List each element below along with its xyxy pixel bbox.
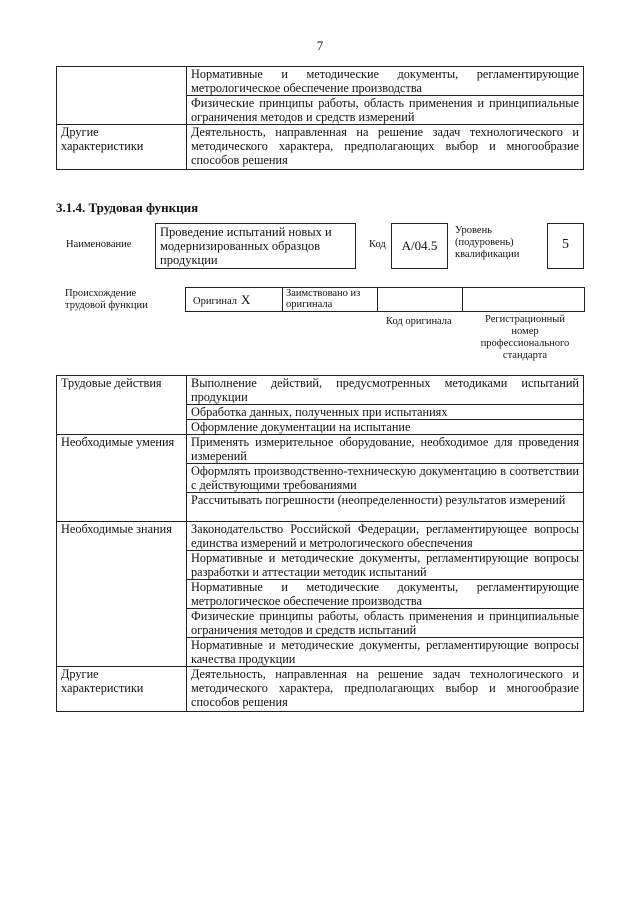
table-cell: Деятельность, направленная на решение задач технологического и методического характера, предполагающих выбор и многообразие способов решения	[187, 125, 584, 170]
table-cell: Физические принципы работы, область применения и принципиальные ограничения методов и средств измерений	[187, 96, 584, 125]
table-row	[57, 435, 584, 464]
table-row	[57, 125, 584, 170]
table-row	[57, 376, 584, 405]
table-cell: Законодательство Российской Федерации, регламентирующее вопросы единства измерений и метрологического обеспечения	[187, 522, 584, 551]
table-row	[57, 522, 584, 551]
code-value: А/04.5	[391, 223, 448, 269]
table-cell: Применять измерительное оборудование, необходимое для проведения измерений	[187, 435, 584, 464]
table-row	[57, 67, 584, 96]
table-cell: Оформлять производственно-техническую документацию в соответствии с действующими требованиями	[187, 464, 584, 493]
table-cell: Нормативные и методические документы, регламентирующие метрологическое обеспечение производства	[187, 67, 584, 96]
table-cell: Нормативные и методические документы, регламентирующие вопросы качества продукции	[187, 638, 584, 667]
table-cell: Выполнение действий, предусмотренных методиками испытаний продукции	[187, 376, 584, 405]
original-mark: X	[241, 292, 251, 307]
group-label: Другие характеристики	[57, 667, 187, 712]
row-label	[57, 67, 187, 125]
code-label: Код	[369, 239, 386, 250]
divider	[462, 287, 463, 312]
origin-label: Происхождение трудовой функции	[65, 288, 148, 311]
table-cell: Нормативные и методические документы, регламентирующие метрологическое обеспечение производства	[187, 580, 584, 609]
code-original-label: Код оригинала	[386, 316, 452, 327]
table-cell: Нормативные и методические документы, регламентирующие вопросы разработки и аттестации методик испытаний	[187, 551, 584, 580]
table-cell: Физические принципы работы, область применения и принципиальные ограничения методов и средств испытаний	[187, 609, 584, 638]
group-label: Необходимые знания	[57, 522, 187, 667]
name-label: Наименование	[66, 239, 132, 250]
reg-number-label: Регистрационный номер профессионального стандарта	[480, 314, 570, 361]
page-number: 7	[316, 38, 324, 53]
table-cell: Обработка данных, полученных при испытаниях	[187, 405, 584, 420]
level-value: 5	[547, 223, 584, 269]
level-label: Уровень (подуровень) квалификации	[455, 225, 520, 260]
continuation-table	[56, 66, 584, 170]
group-label: Необходимые умения	[57, 435, 187, 522]
section-title: 3.1.4. Трудовая функция	[56, 200, 199, 215]
borrowed-label: Заимствовано из оригинала	[286, 288, 361, 310]
name-value: Проведение испытаний новых и модернизированных образцов продукции	[155, 223, 356, 269]
table-cell: Оформление документации на испытание	[187, 420, 584, 435]
divider	[282, 287, 283, 312]
table-cell: Рассчитывать погрешности (неопределенности) результатов измерений	[187, 493, 584, 522]
table-cell: Деятельность, направленная на решение задач технологического и методического характера, предполагающих выбор и многообразие способов решения	[187, 667, 584, 712]
divider	[377, 287, 378, 312]
group-label: Трудовые действия	[57, 376, 187, 435]
function-table	[56, 375, 584, 712]
table-row	[57, 667, 584, 712]
original-label: Оригинал	[193, 296, 237, 307]
original-cell	[185, 287, 282, 312]
row-label: Другие характеристики	[57, 125, 187, 170]
